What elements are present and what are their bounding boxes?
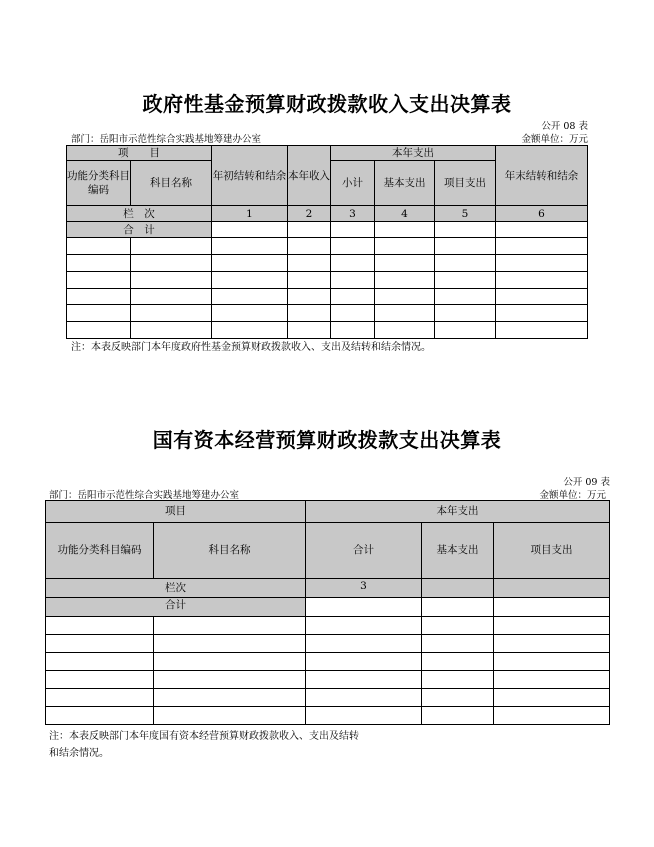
t1-column-number: 2 [288, 206, 331, 222]
t1-header-subtotal: 小计 [331, 161, 375, 206]
table2-note-line2: 和结余情况。 [49, 748, 109, 759]
table-cell [435, 222, 496, 238]
table-row [46, 653, 610, 671]
t2-header-total: 合计 [306, 523, 422, 579]
table1-unit: 金额单位：万元 [521, 134, 588, 145]
t2-column-number: 3 [306, 579, 422, 598]
table-cell [212, 222, 288, 238]
t1-header-project: 项目支出 [435, 161, 496, 206]
table2-unit: 金额单位：万元 [539, 490, 606, 501]
table2-grid [45, 500, 610, 725]
t1-total-label: 合 计 [67, 222, 212, 238]
t2-header-project: 项目支出 [494, 523, 610, 579]
table-row [46, 689, 610, 707]
table-cell [306, 598, 422, 617]
table2-form-number: 公开 09 表 [563, 477, 610, 488]
table-row [67, 289, 588, 305]
table-cell [288, 222, 331, 238]
t1-column-number: 4 [375, 206, 435, 222]
t2-header-item: 项目 [46, 501, 306, 523]
table-row [67, 305, 588, 322]
table-row [46, 635, 610, 653]
t2-header-year-expenditure: 本年支出 [306, 501, 610, 523]
table-cell [375, 222, 435, 238]
table-cell [422, 598, 494, 617]
table-row [46, 707, 610, 725]
t1-header-basic: 基本支出 [375, 161, 435, 206]
table-row [67, 272, 588, 289]
t1-header-year-expenditure: 本年支出 [331, 146, 496, 161]
table-row [46, 671, 610, 689]
table1-title: 政府性基金预算财政拨款收入支出决算表 [142, 92, 512, 116]
t2-column-row-label: 栏次 [46, 579, 306, 598]
table1-grid [66, 145, 588, 339]
t1-header-item: 项 目 [67, 146, 212, 161]
table-row [46, 617, 610, 635]
t1-header-ending-balance: 年末结转和结余 [496, 146, 588, 206]
table1-note: 注：本表反映部门本年度政府性基金预算财政拨款收入、支出及结转和结余情况。 [71, 342, 431, 353]
t2-header-code: 功能分类科目编码 [46, 523, 154, 579]
table2-department: 部门：岳阳市示范性综合实践基地筹建办公室 [49, 490, 240, 501]
t1-column-number: 6 [496, 206, 588, 222]
table1-department: 部门：岳阳市示范性综合实践基地筹建办公室 [71, 134, 262, 145]
t1-column-number: 3 [331, 206, 375, 222]
table1-form-number: 公开 08 表 [541, 121, 588, 132]
table-row [67, 255, 588, 272]
table-cell [496, 222, 588, 238]
table2-note-line1: 注：本表反映部门本年度国有资本经营预算财政拨款收入、支出及结转 [49, 731, 359, 742]
t1-header-code: 功能分类科目编码 [67, 161, 131, 206]
t2-total-label: 合计 [46, 598, 306, 617]
table2-title: 国有资本经营预算财政拨款支出决算表 [152, 428, 502, 452]
t2-header-subject-name: 科目名称 [154, 523, 306, 579]
table-cell [494, 598, 610, 617]
table-row [67, 322, 588, 339]
t1-column-number: 5 [435, 206, 496, 222]
table-row [67, 238, 588, 255]
t1-column-row-label: 栏 次 [67, 206, 212, 222]
t1-column-number: 1 [212, 206, 288, 222]
t2-total-row [46, 598, 610, 617]
t1-total-row [67, 222, 588, 238]
t1-header-year-income: 本年收入 [288, 146, 331, 206]
table-cell [331, 222, 375, 238]
t1-header-beginning-balance: 年初结转和结余 [212, 146, 288, 206]
t2-header-basic: 基本支出 [422, 523, 494, 579]
t1-header-subject-name: 科目名称 [131, 161, 212, 206]
